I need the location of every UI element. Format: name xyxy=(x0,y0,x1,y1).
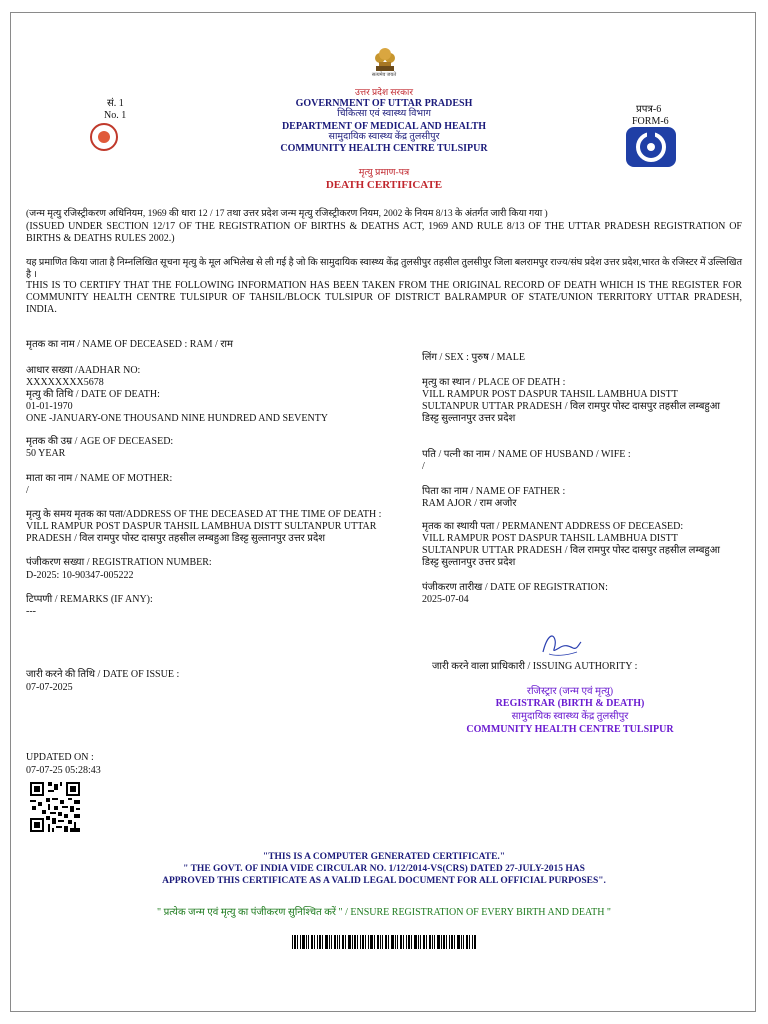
crs-logo-icon xyxy=(626,127,676,167)
certify-hindi: यह प्रमाणित किया जाता है निम्नलिखित सूचना मृत्यु के मूल अभिलेख से ली गई है जो कि सामुदायिक स्वास्थ्य केंद्र तुलसीपुर तहसील तुलसीपुर जिला बलरामपुर राज्य/संघ प्रदेश उत्तर प्रदेश,भारत के रजिस्टर में उल्लिखित है । xyxy=(26,258,742,280)
remarks-value: --- xyxy=(26,606,36,617)
deceased-name: मृतक का नाम / NAME OF DECEASED : RAM / राम xyxy=(26,339,233,350)
remarks-label: टिप्पणी / REMARKS (IF ANY): xyxy=(26,594,153,605)
spouse-label: पति / पत्नी का नाम / NAME OF HUSBAND / WIFE : xyxy=(422,449,631,460)
chc-hindi-title: सामुदायिक स्वास्थ्य केंद्र तुलसीपुर xyxy=(328,132,440,142)
aadhar-value: XXXXXXXX5678 xyxy=(26,377,104,388)
death-address-label: मृत्यु के समय मृतक का पता/ADDRESS OF THE DECEASED AT THE TIME OF DEATH : xyxy=(26,509,382,520)
permanent-address-label: मृतक का स्थायी पता / PERMANENT ADDRESS OF DECEASED: xyxy=(422,521,684,532)
circular-note-line-1: " THE GOVT. OF INDIA VIDE CIRCULAR NO. 1/12/2014-VS(CRS) DATED 27-JULY-2015 HAS xyxy=(183,864,585,874)
death-place-label: मृत्यु का स्थान / PLACE OF DEATH : xyxy=(422,377,566,388)
issue-date-label: जारी करने की तिथि / DATE OF ISSUE : xyxy=(26,669,180,680)
serial-hindi: सं. 1 xyxy=(107,98,124,109)
death-place-value: VILL RAMPUR POST DASPUR TAHSIL LAMBHUA DISTT SULTANPUR UTTAR PRADESH / विल रामपुर पोस्ट दासपुर तहसील लम्बहुआ डिस्ट्ट सुल्तानपुर उत्तर प्रदेश xyxy=(422,389,720,424)
registration-number-value: D-2025: 10-90347-005222 xyxy=(26,570,134,581)
registrar-signature-icon xyxy=(535,626,585,662)
computer-generated-note: "THIS IS A COMPUTER GENERATED CERTIFICATE." xyxy=(262,852,506,862)
certificate-hindi-title: मृत्यु प्रमाण-पत्र xyxy=(358,168,410,178)
up-government-seal-icon xyxy=(90,123,118,151)
barcode-icon xyxy=(292,935,476,949)
serial-number: No. 1 xyxy=(104,110,127,121)
department-title: DEPARTMENT OF MEDICAL AND HEALTH xyxy=(281,121,487,132)
department-hindi: चिकित्सा एवं स्वास्थ्य विभाग xyxy=(337,109,431,119)
chc-title: COMMUNITY HEALTH CENTRE TULSIPUR xyxy=(280,143,488,154)
certify-english: THIS IS TO CERTIFY THAT THE FOLLOWING INFORMATION HAS BEEN TAKEN FROM THE ORIGINAL RECORD OF DEATH WHICH IS THE REGISTER FOR COMMUNITY HEALTH CENTRE TULSIPUR OF TAHSIL/BLOCK TULSIPUR OF DISTRICT BALRAMPUR OF STATE/UNION TERRITORY UTTAR PRADESH, INDIA. xyxy=(26,280,742,315)
registrar-title: REGISTRAR (BIRTH & DEATH) xyxy=(495,698,645,709)
aadhar-label: आधार सख्या /AADHAR NO: xyxy=(26,365,141,376)
qr-code-icon xyxy=(30,782,80,832)
preamble-hindi: (जन्म मृत्यु रजिस्ट्रीकरण अधिनियम, 1969 की धारा 12 / 17 तथा उत्तर प्रदेश जन्म मृत्यु रजिस्ट्रीकरण नियम, 2002 के नियम 8/13 के अंतर्गत जारी किया गया ) xyxy=(26,209,548,219)
issue-date-value: 07-07-2025 xyxy=(26,682,73,693)
mother-value: / xyxy=(26,485,29,496)
age-value: 50 YEAR xyxy=(26,448,66,459)
death-date-words: ONE -JANUARY-ONE THOUSAND NINE HUNDRED AND SEVENTY xyxy=(26,413,329,424)
government-title: GOVERNMENT OF UTTAR PRADESH xyxy=(295,98,473,109)
certificate-title: DEATH CERTIFICATE xyxy=(325,179,443,191)
registrar-chc-hindi: सामुदायिक स्वास्थ्य केंद्र तुलसीपुर xyxy=(511,711,629,722)
emblem-caption: सत्यमेव जयते xyxy=(371,73,397,78)
circular-note-line-2: APPROVED THIS CERTIFICATE AS A VALID LEGAL DOCUMENT FOR ALL OFFICIAL PURPOSES". xyxy=(162,876,606,886)
registration-slogan: " प्रत्येक जन्म एवं मृत्यु का पंजीकरण सुनिश्चित करें " / ENSURE REGISTRATION OF EVERY BIRTH AND DEATH " xyxy=(157,907,611,918)
form-number: FORM-6 xyxy=(632,116,669,127)
issuing-authority-label: जारी करने वाला प्राधिकारी / ISSUING AUTHORITY : xyxy=(432,661,638,672)
sex-field: लिंग / SEX : पुरुष / MALE xyxy=(422,352,525,363)
death-date-label: मृत्यु की तिथि / DATE OF DEATH: xyxy=(26,389,160,400)
updated-label: UPDATED ON : xyxy=(26,752,94,763)
death-date-value: 01-01-1970 xyxy=(26,401,73,412)
updated-value: 07-07-25 05:28:43 xyxy=(26,765,101,776)
registrar-hindi: रजिस्ट्रार (जन्म एवं मृत्यु) xyxy=(526,686,614,697)
spouse-value: / xyxy=(422,461,425,472)
preamble-english: (ISSUED UNDER SECTION 12/17 OF THE REGISTRATION OF BIRTHS & DEATHS ACT, 1969 AND RULE 8/13 OF THE UTTAR PRADESH REGISTRATION OF BIRTHS & DEATHS RULES 2002.) xyxy=(26,221,742,244)
registration-number-label: पंजीकरण सख्या / REGISTRATION NUMBER: xyxy=(26,557,212,568)
registration-date-label: पंजीकरण तारीख / DATE OF REGISTRATION: xyxy=(422,582,608,593)
mother-label: माता का नाम / NAME OF MOTHER: xyxy=(26,473,173,484)
registration-date-value: 2025-07-04 xyxy=(422,594,469,605)
registrar-chc: COMMUNITY HEALTH CENTRE TULSIPUR xyxy=(466,724,674,735)
death-address-value: VILL RAMPUR POST DASPUR TAHSIL LAMBHUA DISTT SULTANPUR UTTAR PRADESH / विल रामपुर पोस्ट दासपुर तहसील लम्बहुआ डिस्ट्ट सुल्तानपुर उत्तर प्रदेश xyxy=(26,521,377,544)
permanent-address-value: VILL RAMPUR POST DASPUR TAHSIL LAMBHUA DISTT SULTANPUR UTTAR PRADESH / विल रामपुर पोस्ट दासपुर तहसील लम्बहुआ डिस्ट्ट सुल्तानपुर उत्तर प्रदेश xyxy=(422,533,720,568)
father-label: पिता का नाम / NAME OF FATHER : xyxy=(422,486,566,497)
state-hindi: उत्तर प्रदेश सरकार xyxy=(354,87,414,97)
age-label: मृतक की उम्र / AGE OF DECEASED: xyxy=(26,436,174,447)
form-hindi: प्रपत्र-6 xyxy=(636,104,662,115)
ashoka-emblem-icon xyxy=(372,44,398,74)
father-value: RAM AJOR / राम अजोर xyxy=(422,498,517,509)
